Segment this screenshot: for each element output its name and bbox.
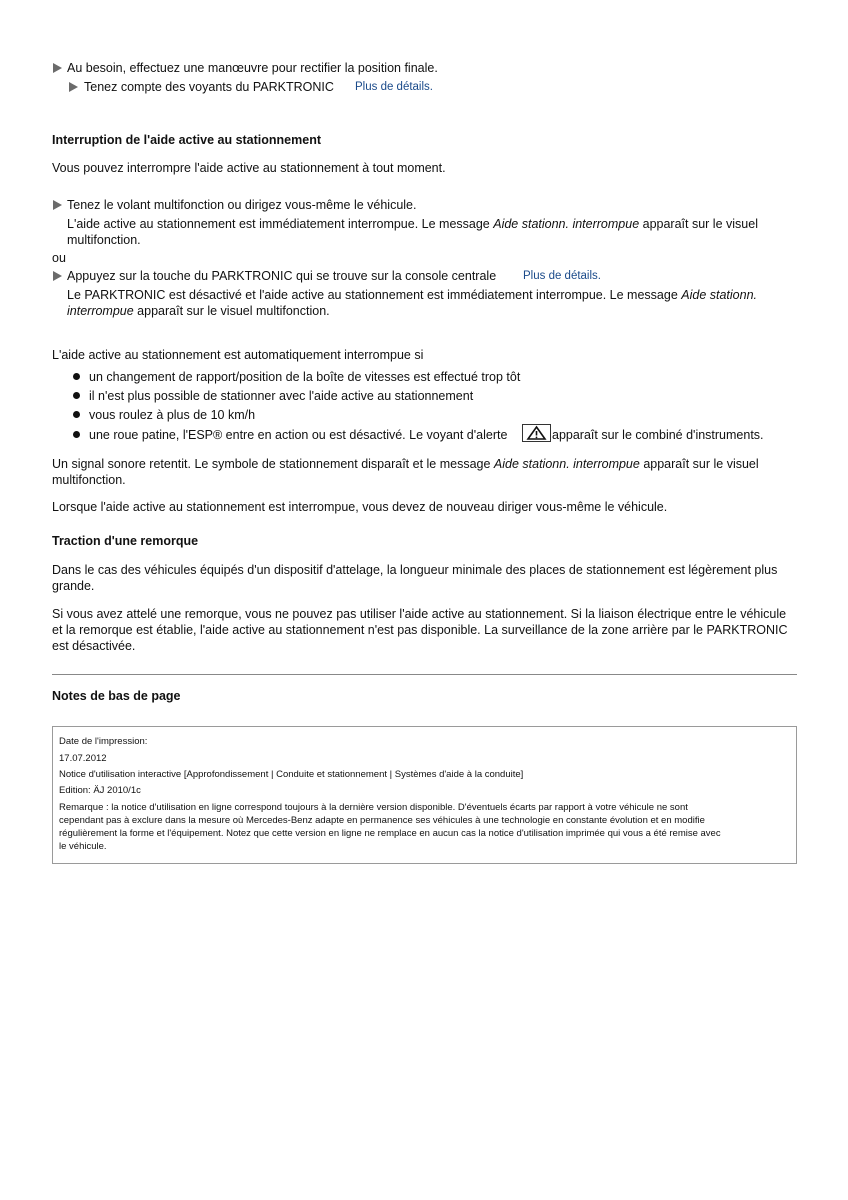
warning-triangle-icon [522, 424, 551, 442]
step-arrow-icon [53, 63, 62, 73]
section-heading: Traction d'une remorque [52, 534, 199, 548]
remark-line: Remarque : la notice d'utilisation en ligne correspond toujours à la dernière version disponible. D'éventuels écarts par rapport à votre véhicule ne sont [59, 802, 688, 813]
bullet-dot-icon [73, 431, 80, 438]
bullet-item: vous roulez à plus de 10 km/h [89, 408, 256, 422]
remark-line: régulièrement la forme et l'équipement. Notez que cette version en ligne ne remplace en aucun cas la notice d'utilisation imprimée qui vous a été remise avec [59, 828, 721, 839]
step-text: Appuyez sur la touche du PARKTRONIC qui se trouve sur la console centrale [67, 269, 497, 283]
or-text: ou [52, 251, 66, 265]
more-details-link[interactable]: Plus de détails. [355, 81, 433, 93]
step-result: L'aide active au stationnement est immédiatement interrompue. Le message Aide stationn. interrompue apparaît sur le visuel multifonction. [67, 217, 758, 247]
step-result: Le PARKTRONIC est désactivé et l'aide active au stationnement est immédiatement interrompue. Le message Aide stationn. interrompue apparaît sur le visuel multifonction. [67, 288, 758, 318]
paragraph: Un signal sonore retentit. Le symbole de stationnement disparaît et le message Aide stationn. interrompue apparaît sur le visuel multifonction. [52, 457, 759, 487]
print-date: 17.07.2012 [59, 753, 107, 764]
bullet-item: apparaît sur le combiné d'instruments. [552, 428, 764, 442]
step-text: Tenez compte des voyants du PARKTRONIC [84, 80, 334, 94]
bullet-item: un changement de rapport/position de la boîte de vitesses est effectué trop tôt [89, 370, 521, 384]
remark-line: le véhicule. [59, 841, 107, 852]
bullet-item: une roue patine, l'ESP® entre en action ou est désactivé. Le voyant d'alerte [89, 428, 508, 442]
notice-path: Notice d'utilisation interactive [Approfondissement | Conduite et stationnement | Systèmes d'aide à la conduite] [59, 769, 524, 780]
remark-line: cependant pas à exclure dans la mesure où Mercedes-Benz adapte en permanence ses véhicules à une technologie en constante évolution et en modifie [59, 815, 705, 826]
divider [52, 674, 797, 675]
bullet-dot-icon [73, 373, 80, 380]
paragraph: Lorsque l'aide active au stationnement est interrompue, vous devez de nouveau diriger vous-même le véhicule. [52, 500, 668, 514]
bullet-dot-icon [73, 411, 80, 418]
paragraph: Si vous avez attelé une remorque, vous ne pouvez pas utiliser l'aide active au stationnement. Si la liaison électrique entre le véhicule et la remorque est établie, l'aide active au stationnement n'est pas disponible. La surveillance de la zone arrière par le PARKTRONIC est désactivée. [52, 607, 788, 653]
step-arrow-icon [53, 200, 62, 210]
step-text: Au besoin, effectuez une manœuvre pour rectifier la position finale. [67, 61, 438, 75]
edition: Edition: ÄJ 2010/1c [59, 785, 141, 796]
more-details-link[interactable]: Plus de détails. [523, 270, 601, 282]
print-date-label: Date de l'impression: [59, 736, 148, 747]
section-heading: Interruption de l'aide active au stationnement [52, 133, 321, 147]
paragraph: Dans le cas des véhicules équipés d'un dispositif d'attelage, la longueur minimale des places de stationnement est légèrement plus grande. [52, 563, 778, 593]
footnote-box [52, 726, 797, 864]
paragraph: Vous pouvez interrompre l'aide active au stationnement à tout moment. [52, 161, 446, 175]
bullet-dot-icon [73, 392, 80, 399]
bullet-item: il n'est plus possible de stationner avec l'aide active au stationnement [89, 389, 474, 403]
footnotes-heading: Notes de bas de page [52, 689, 181, 703]
step-arrow-icon [53, 271, 62, 281]
step-arrow-icon [69, 82, 78, 92]
step-text: Tenez le volant multifonction ou dirigez vous-même le véhicule. [67, 198, 417, 212]
paragraph: L'aide active au stationnement est automatiquement interrompue si [52, 348, 424, 362]
